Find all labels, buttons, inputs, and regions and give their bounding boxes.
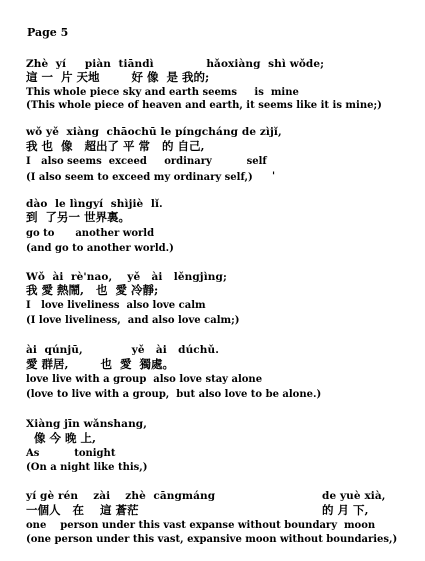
stanza-6-pinyin: Xiàng jīn wǎnshang, [26,418,148,430]
stanza-4-chinese: 我 愛 熱鬧, 也 愛 冷靜; [26,283,159,297]
stanza-7-translation: (one person under this vast, expansive moon without boundaries,) [26,534,398,545]
stanza-1-translation: (This whole piece of heaven and earth, it seems like it is mine;) [26,100,382,111]
page-number: Page 5 [27,26,69,39]
stanza-6-translation: (On a night like this,) [26,462,148,473]
stanza-1-chinese: 這 一 片 天地 好 像 是 我的; [26,70,210,84]
stanza-6-chinese: 像 今 晚 上, [34,431,97,445]
stanza-7-pinyin: yí gè rén zài zhè cāngmáng [26,490,216,502]
stanza-5-translation: (love to live with a group, but also love to be alone.) [26,389,322,400]
stanza-6-english: As tonight [26,448,116,459]
stanza-7-chinese: 一個人 在 這 蒼茫 [26,503,139,517]
stanza-7-chinese-right: 的 月 下, [322,503,369,517]
stanza-2-pinyin: wǒ yě xiàng chāochū le píngcháng de zìjǐ, [26,126,282,138]
stanza-7-english: one person under this vast expanse without boundary moon [26,520,376,531]
stanza-4-pinyin: Wǒ ài rè'nao, yě ài lěngjìng; [26,271,227,283]
stray-mark: ' [272,171,276,182]
stanza-3-pinyin: dào le lìngyí shìjiè lǐ. [26,198,163,210]
stanza-5-pinyin: ài qúnjū, yě ài dúchǔ. [26,344,220,356]
stanza-5-chinese: 愛 群居, 也 愛 獨處。 [26,357,175,371]
stanza-4-translation: (I love liveliness, and also love calm;) [26,315,240,326]
stanza-2-chinese: 我 也 像 超出了 平 常 的 自己, [26,139,205,153]
stanza-2-translation: (I also seem to exceed my ordinary self,) [26,172,253,183]
stanza-4-english: I love liveliness also love calm [26,300,206,311]
stanza-3-translation: (and go to another world.) [26,243,174,254]
stanza-5-english: love live with a group also love stay alone [26,374,263,385]
stanza-1-pinyin: Zhè yí piàn tiāndì hǎoxiàng shì wǒde; [26,58,325,70]
stanza-2-english: I also seems exceed ordinary self [26,156,267,167]
stanza-3-english: go to another world [26,228,155,239]
stanza-3-chinese: 到 了另一 世界裏。 [26,210,131,224]
stanza-1-english: This whole piece sky and earth seems is mine [26,87,299,98]
stanza-7-pinyin-right: de yuè xià, [322,490,386,502]
